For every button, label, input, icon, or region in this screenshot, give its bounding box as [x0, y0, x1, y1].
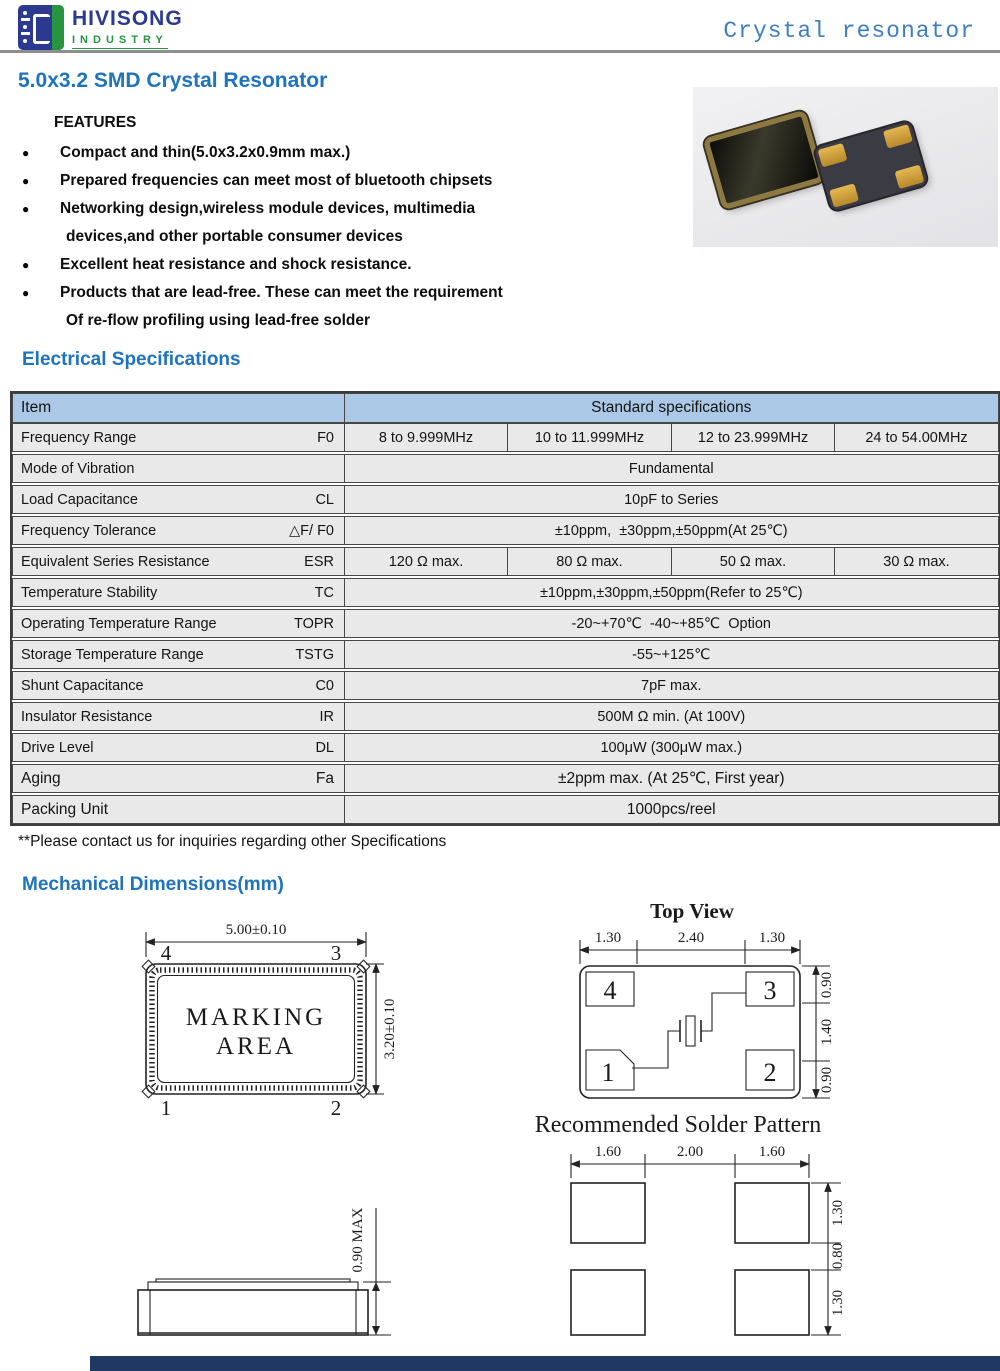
- feature-text: Excellent heat resistance and shock resistance.: [60, 256, 412, 273]
- topview-dim-r-mid: 1.40: [819, 1018, 835, 1046]
- spec-item-label: Temperature Stability: [21, 584, 158, 601]
- spec-value-cell: 80 Ω max.: [507, 547, 672, 576]
- spec-item-cell: [12, 640, 345, 669]
- spec-table-header-row: [12, 393, 999, 423]
- spec-item-label: Load Capacitance: [21, 491, 138, 508]
- hivisong-logo-icon: [18, 5, 64, 50]
- bullet-icon: ●: [22, 174, 30, 188]
- solder-dim-right: 1.60: [758, 1144, 786, 1160]
- spec-row: [12, 578, 999, 607]
- spec-item-label: Drive Level: [21, 739, 94, 756]
- solder-pad: [571, 1270, 645, 1335]
- spec-row: [12, 423, 999, 452]
- logo-circuit-trace: [21, 18, 30, 21]
- spec-value-cell: 10 to 11.999MHz: [507, 423, 672, 452]
- spec-value-cell: 8 to 9.999MHz: [344, 423, 509, 452]
- spec-item-label: Equivalent Series Resistance: [21, 553, 210, 570]
- spec-value-cell: 120 Ω max.: [344, 547, 509, 576]
- side-view-drawing: [108, 1178, 408, 1353]
- solder-dim-r-mid: 0.80: [830, 1242, 846, 1270]
- brand-subtitle: INDUSTRY: [72, 33, 168, 49]
- header-divider: [0, 50, 1000, 53]
- spec-value-cell: -20~+70℃ -40~+85℃ Option: [344, 609, 1000, 638]
- gold-pad: [894, 165, 924, 189]
- spec-item-cell: [12, 578, 345, 607]
- bullet-icon: ●: [22, 258, 30, 272]
- logo-circuit-dot: [23, 25, 27, 29]
- spec-item-cell: [12, 764, 345, 793]
- column-header-item: [12, 393, 345, 423]
- feature-text: Compact and thin(5.0x3.2x0.9mm max.): [60, 144, 351, 161]
- spec-item-cell: [12, 547, 345, 576]
- bullet-icon: ●: [22, 202, 30, 216]
- topview-dim-center: 2.40: [677, 930, 705, 946]
- spec-row: [12, 609, 999, 638]
- features-heading: FEATURES: [54, 114, 137, 131]
- spec-value-cell: ±10ppm,±30ppm,±50ppm(Refer to 25℃): [344, 578, 1000, 607]
- logo-green-bar: [52, 5, 64, 50]
- logo-circuit-dot: [23, 11, 27, 15]
- spec-item-cell: [12, 423, 345, 452]
- spec-row: [12, 671, 999, 700]
- spec-row: [12, 547, 999, 576]
- page-title: 5.0x3.2 SMD Crystal Resonator: [18, 69, 328, 92]
- spec-value-cell: 30 Ω max.: [834, 547, 999, 576]
- spec-item-cell: [12, 671, 345, 700]
- brand-block: [72, 8, 183, 49]
- spec-item-label: Mode of Vibration: [21, 460, 135, 477]
- spec-value-cell: 7pF max.: [344, 671, 1000, 700]
- spec-item-symbol: TOPR: [293, 615, 334, 632]
- pad-4-number: 4: [603, 976, 617, 1005]
- solder-pattern-title: Recommended Solder Pattern: [534, 1112, 822, 1138]
- feature-item: [22, 195, 662, 223]
- topview-dim-r-bottom: 0.90: [819, 1066, 835, 1094]
- solder-pattern-drawing: [508, 1106, 883, 1356]
- spec-row: [12, 454, 999, 483]
- feature-item: [22, 223, 662, 251]
- spec-item-symbol: Fa: [315, 769, 334, 787]
- spec-item-cell: [12, 733, 345, 762]
- solder-pad: [735, 1183, 809, 1243]
- item-header-label: Item: [21, 399, 52, 416]
- topview-dim-right: 1.30: [758, 930, 786, 946]
- topview-dim-r-top: 0.90: [819, 971, 835, 999]
- dim-width-label: 5.00±0.10: [225, 922, 287, 938]
- footer-bar: [90, 1356, 1000, 1371]
- bullet-icon: ●: [22, 286, 30, 300]
- solder-pad: [735, 1270, 809, 1335]
- spec-item-label: Operating Temperature Range: [21, 615, 217, 632]
- spec-value-cell: 500M Ω min. (At 100V): [344, 702, 1000, 731]
- spec-item-symbol: CL: [315, 491, 334, 508]
- topview-dim-left: 1.30: [594, 930, 622, 946]
- spec-item-label: Insulator Resistance: [21, 708, 153, 725]
- spec-item-symbol: TSTG: [295, 646, 334, 663]
- brand-name: HIVISONG: [72, 7, 183, 30]
- pad-3-number: 3: [763, 976, 777, 1005]
- pad-2-number: 2: [763, 1058, 777, 1087]
- feature-text: Networking design,wireless module devices, multimedia: [60, 200, 476, 217]
- spec-item-cell: [12, 516, 345, 545]
- spec-value-cell: 100μW (300μW max.): [344, 733, 1000, 762]
- spec-value-cell: 1000pcs/reel: [344, 795, 1000, 824]
- spec-value-cell: ±10ppm, ±30ppm,±50ppm(At 25℃): [344, 516, 1000, 545]
- spec-item-cell: [12, 795, 345, 824]
- feature-item: [22, 139, 662, 167]
- spec-item-symbol: F0: [317, 429, 334, 446]
- bullet-icon: ●: [22, 146, 30, 160]
- feature-item: [22, 279, 662, 307]
- gold-pad: [829, 183, 859, 207]
- solder-dim-r-bottom: 1.30: [830, 1289, 846, 1317]
- pin-3-label: 3: [330, 941, 342, 965]
- spec-item-symbol: ESR: [304, 553, 334, 570]
- spec-value-cell: Fundamental: [344, 454, 1000, 483]
- top-view-title: Top View: [650, 899, 734, 923]
- spec-value-cell: 24 to 54.00MHz: [834, 423, 999, 452]
- spec-table: [10, 391, 1000, 826]
- marking-area-drawing: [128, 912, 428, 1127]
- pad-1-number: 1: [601, 1058, 615, 1087]
- column-header-standard-specs: Standard specifications: [344, 393, 1000, 423]
- gold-pad: [883, 124, 913, 148]
- bullet-spacer: [22, 223, 60, 251]
- spec-row: [12, 485, 999, 514]
- spec-item-cell: [12, 702, 345, 731]
- logo-circuit-dot: [23, 39, 27, 43]
- logo-circuit-trace: [21, 32, 30, 35]
- bullet-spacer: [22, 307, 60, 335]
- spec-item-label: Frequency Range: [21, 429, 137, 446]
- logo-bracket-shape: [33, 14, 50, 44]
- pin-4-label: 4: [160, 941, 172, 965]
- document-type-label: Crystal resonator: [723, 18, 975, 44]
- spec-item-symbol: IR: [319, 708, 334, 725]
- product-photo: [693, 87, 998, 247]
- spec-item-label: Packing Unit: [21, 800, 109, 818]
- spec-item-label: Shunt Capacitance: [21, 677, 144, 694]
- crystal-symbol: [686, 1016, 695, 1046]
- spec-value-cell: -55~+125℃: [344, 640, 1000, 669]
- feature-text: Of re-flow profiling using lead-free solder: [66, 312, 370, 329]
- dim-height-label: 3.20±0.10: [382, 998, 398, 1060]
- electrical-specs-heading: Electrical Specifications: [22, 349, 241, 370]
- spec-value-cell: 10pF to Series: [344, 485, 1000, 514]
- crystal-package-pad-view: [814, 120, 928, 211]
- trace-crystal-to-pad3: [701, 993, 746, 1031]
- spec-row: [12, 516, 999, 545]
- spec-item-label: Frequency Tolerance: [21, 522, 157, 539]
- spec-row: [12, 795, 999, 824]
- spec-item-label: Storage Temperature Range: [21, 646, 204, 663]
- mechanical-dimensions-heading: Mechanical Dimensions(mm): [22, 874, 284, 895]
- feature-text: Products that are lead-free. These can meet the requirement: [60, 284, 503, 301]
- spec-item-symbol: C0: [315, 677, 334, 694]
- spec-value-cell: 50 Ω max.: [671, 547, 836, 576]
- pin-1-label: 1: [160, 1096, 172, 1120]
- spec-item-label: Aging: [21, 769, 61, 787]
- top-view-drawing: [560, 898, 895, 1113]
- crystal-package-lid-view: [703, 110, 825, 210]
- features-list: [22, 139, 662, 335]
- marking-area-line2: AREA: [215, 1033, 297, 1060]
- solder-dim-left: 1.60: [594, 1144, 622, 1160]
- gold-pad: [818, 143, 848, 167]
- feature-item: [22, 167, 662, 195]
- spec-item-symbol: TC: [314, 584, 334, 601]
- solder-dim-r-top: 1.30: [830, 1199, 846, 1227]
- spec-row: [12, 640, 999, 669]
- solder-pad: [571, 1183, 645, 1243]
- pin-2-label: 2: [330, 1096, 342, 1120]
- spec-item-cell: [12, 454, 345, 483]
- spec-item-cell: [12, 609, 345, 638]
- spec-item-symbol: DL: [315, 739, 334, 756]
- sideview-height-dim: 0.90 MAX: [350, 1207, 366, 1273]
- spec-row: [12, 764, 999, 793]
- spec-item-symbol: △F/ F0: [289, 522, 334, 539]
- spec-value-cell: 12 to 23.999MHz: [671, 423, 836, 452]
- trace-pad1-to-crystal: [632, 1031, 680, 1068]
- marking-area-line1: MARKING: [185, 1004, 327, 1031]
- feature-text: Prepared frequencies can meet most of bluetooth chipsets: [60, 172, 493, 189]
- feature-text: devices,and other portable consumer devices: [66, 228, 403, 245]
- feature-item: [22, 307, 662, 335]
- spec-item-cell: [12, 485, 345, 514]
- spec-row: [12, 733, 999, 762]
- feature-item: [22, 251, 662, 279]
- table-footnote: **Please contact us for inquiries regarding other Specifications: [18, 833, 447, 850]
- solder-dim-center: 2.00: [676, 1144, 704, 1160]
- spec-row: [12, 702, 999, 731]
- spec-value-cell: ±2ppm max. (At 25℃, First year): [344, 764, 1000, 793]
